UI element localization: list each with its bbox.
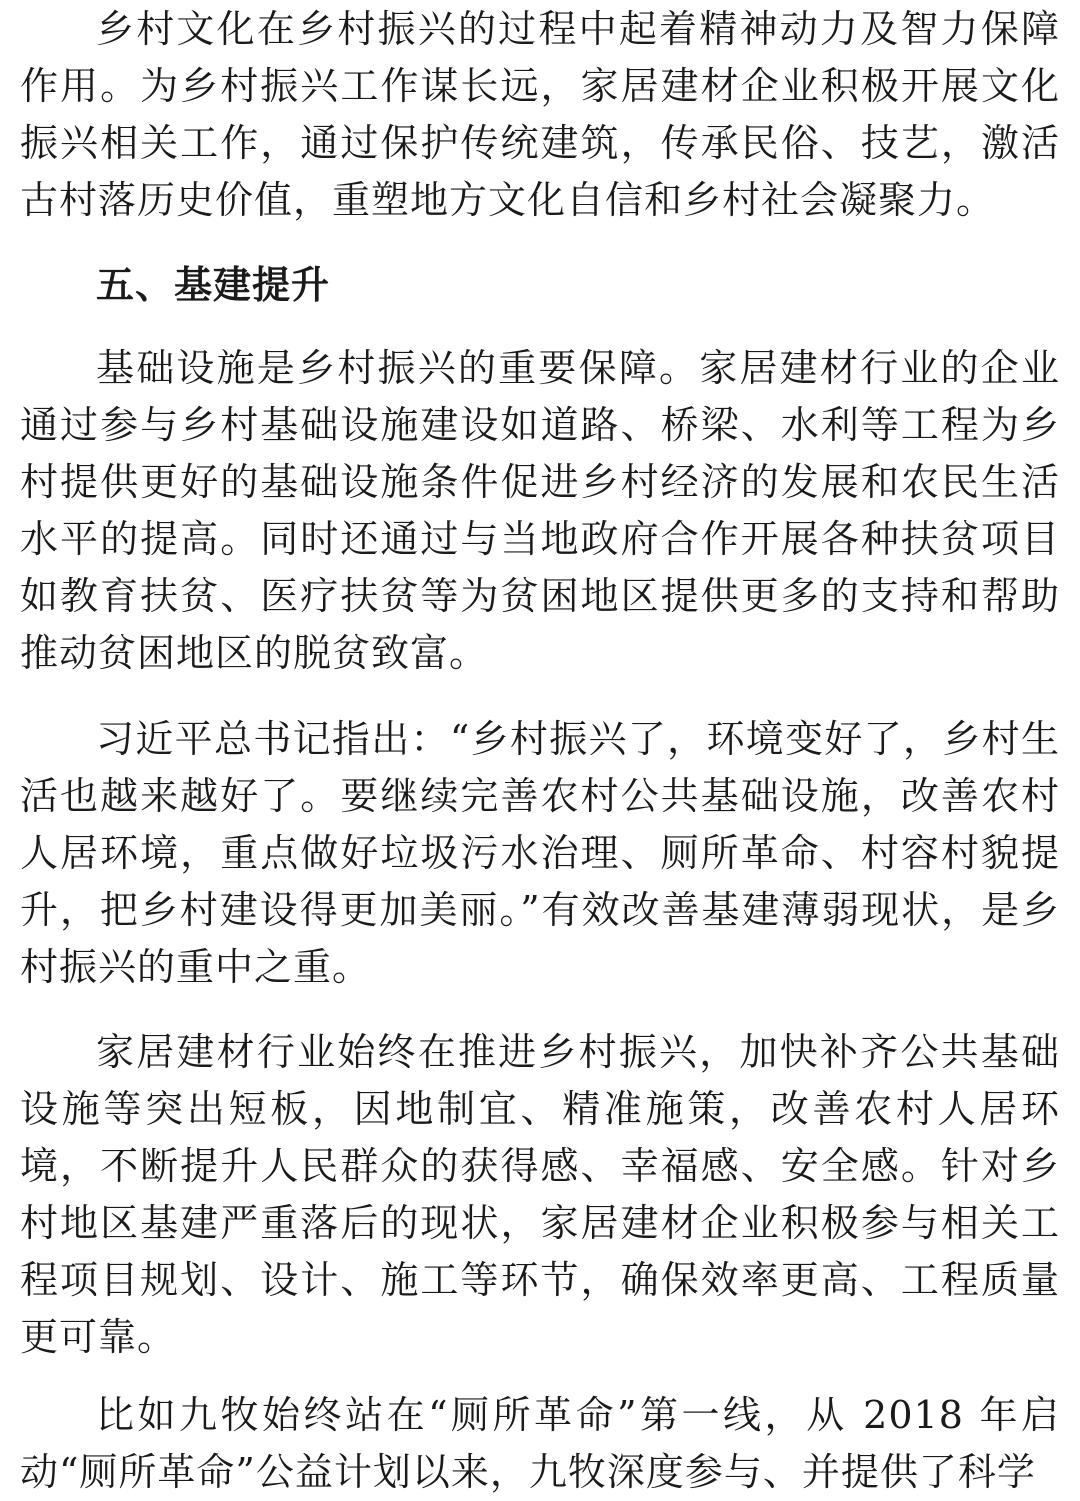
paragraph-culture: 乡村文化在乡村振兴的过程中起着精神动力及智力保障作用。为乡村振兴工作谋长远，家居建材企业积极开展文化振兴相关工作，通过保护传统建筑，传承民俗、技艺，激活古村落历史价值，重塑地方文化自信和乡村社会凝聚力。	[20, 7, 1060, 222]
paragraph-example: 比如九牧始终站在“厕所革命”第一线，从 2018 年启动“厕所革命”公益计划以来，九牧深度参与、并提供了科学	[20, 1393, 1060, 1494]
paragraph-industry: 家居建材行业始终在推进乡村振兴，加快补齐公共基础设施等突出短板，因地制宜、精准施策，改善农村人居环境，不断提升人民群众的获得感、幸福感、安全感。针对乡村地区基建严重落后的现状，家居建材企业积极参与相关工程项目规划、设计、施工等环节，确保效率更高、工程质量更可靠。	[20, 1030, 1060, 1359]
paragraph-infrastructure: 基础设施是乡村振兴的重要保障。家居建材行业的企业通过参与乡村基础设施建设如道路、桥梁、水利等工程为乡村提供更好的基础设施条件促进乡村经济的发展和农民生活水平的提高。同时还通过与当地政府合作开展各种扶贫项目如教育扶贫、医疗扶贫等为贫困地区提供更多的支持和帮助推动贫困地区的脱贫致富。	[20, 346, 1060, 675]
paragraph-quote: 习近平总书记指出：“乡村振兴了，环境变好了，乡村生活也越来越好了。要继续完善农村公共基础设施，改善农村人居环境，重点做好垃圾污水治理、厕所革命、村容村貌提升，把乡村建设得更加美丽。”有效改善基建薄弱现状，是乡村振兴的重中之重。	[20, 717, 1060, 989]
section-heading-infrastructure: 五、基建提升	[96, 263, 331, 307]
